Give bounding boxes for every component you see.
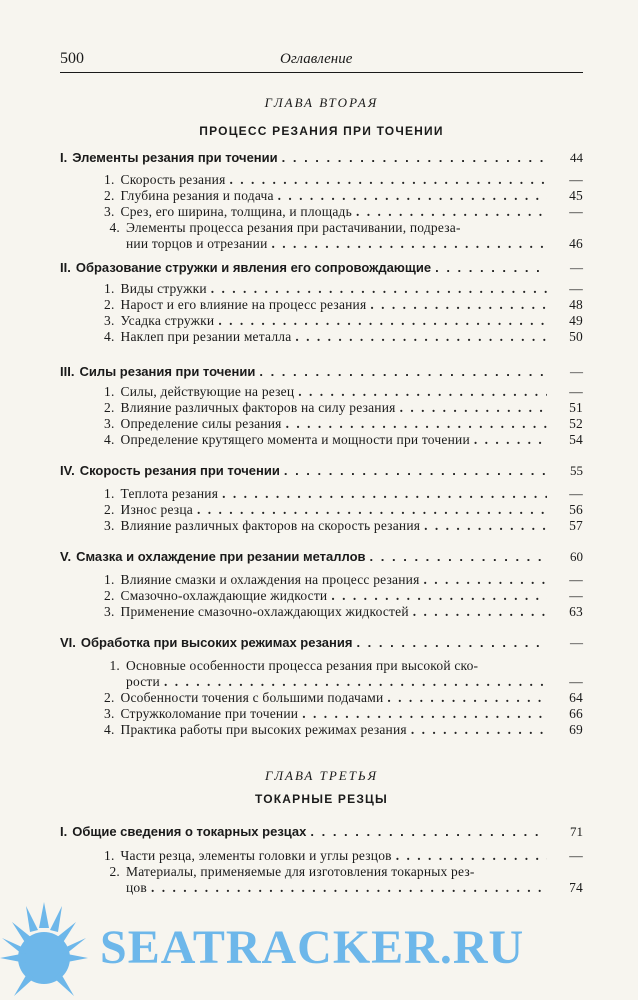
toc-subsection-list xyxy=(104,572,583,620)
page-ref: 57 xyxy=(569,518,583,533)
item-number: 1. xyxy=(104,281,115,296)
section-number: I. xyxy=(60,150,68,165)
dot-leader xyxy=(278,188,547,204)
dot-leader xyxy=(151,880,547,896)
toc-subsection-list xyxy=(104,848,583,896)
section-title: Смазка и охлаждение при резании металлов xyxy=(76,549,366,564)
toc-subsection-list xyxy=(104,281,583,345)
dot-leader xyxy=(387,690,547,706)
item-title: Теплота резания xyxy=(120,486,219,501)
item-number: 2. xyxy=(109,864,120,879)
item-title-continued: рости xyxy=(126,674,160,689)
page-ref: — xyxy=(570,260,583,275)
page-ref: — xyxy=(569,848,583,863)
toc-item-continuation[interactable] xyxy=(104,880,583,896)
dot-leader xyxy=(413,604,547,620)
page-ref: 64 xyxy=(569,690,583,705)
page-ref: — xyxy=(569,674,583,689)
toc-item[interactable] xyxy=(104,220,583,236)
toc-item[interactable] xyxy=(104,281,583,297)
item-number: 2. xyxy=(104,502,115,517)
item-title: Применение смазочно-охлаждающих жидкостей xyxy=(120,604,409,619)
item-number: 2. xyxy=(104,588,115,603)
item-number: 4. xyxy=(109,220,120,235)
page-ref: 46 xyxy=(569,236,583,251)
section-title: Элементы резания при точении xyxy=(72,150,278,165)
dot-leader xyxy=(435,260,547,276)
page-ref: — xyxy=(569,204,583,219)
section-number: III. xyxy=(60,364,75,379)
page-ref: — xyxy=(569,384,583,399)
toc-item[interactable] xyxy=(104,204,583,220)
toc-item[interactable] xyxy=(104,518,583,534)
dot-leader xyxy=(310,824,547,840)
item-number: 2. xyxy=(104,188,115,203)
page-ref: 74 xyxy=(569,880,583,895)
page-header xyxy=(60,50,583,73)
page-ref: 66 xyxy=(569,706,583,721)
section-number: I. xyxy=(60,824,68,839)
item-number: 4. xyxy=(104,432,115,447)
page-ref: 45 xyxy=(569,188,583,203)
dot-leader xyxy=(302,706,547,722)
section-number: VI. xyxy=(60,635,76,650)
item-number: 3. xyxy=(104,706,115,721)
toc-item[interactable] xyxy=(104,486,583,502)
section-title: Силы резания при точении xyxy=(79,364,256,379)
dot-leader xyxy=(230,172,547,188)
section-title: Образование стружки и явления его сопровождающие xyxy=(75,260,432,275)
toc-item[interactable] xyxy=(104,384,583,400)
item-number: 3. xyxy=(104,604,115,619)
item-title: Влияние смазки и охлаждения на процесс резания xyxy=(120,572,420,587)
item-title: Стружколомание при точении xyxy=(120,706,299,721)
dot-leader xyxy=(411,722,547,738)
dot-leader xyxy=(423,572,547,588)
toc-item[interactable] xyxy=(104,188,583,204)
section-number: II. xyxy=(60,260,71,275)
dot-leader xyxy=(370,549,547,565)
page-ref: 52 xyxy=(569,416,583,431)
toc-item[interactable] xyxy=(104,502,583,518)
section-number: IV. xyxy=(60,463,75,478)
page-ref: — xyxy=(569,281,583,296)
item-number: 1. xyxy=(104,848,115,863)
item-title: Срез, его ширина, толщина, и площадь xyxy=(120,204,352,219)
dot-leader xyxy=(298,384,547,400)
dot-leader xyxy=(211,281,547,297)
dot-leader xyxy=(284,463,547,479)
item-title: Глубина резания и подача xyxy=(120,188,274,203)
page-ref: 51 xyxy=(569,400,583,415)
item-title: Влияние различных факторов на скорость резания xyxy=(120,518,421,533)
toc-section[interactable] xyxy=(60,150,583,166)
item-title: Наклеп при резании металла xyxy=(120,329,292,344)
item-title: Износ резца xyxy=(120,502,193,517)
dot-leader xyxy=(222,486,547,502)
toc-item[interactable] xyxy=(104,588,583,604)
dot-leader xyxy=(400,400,547,416)
item-title: Силы, действующие на резец xyxy=(120,384,295,399)
item-number: 1. xyxy=(104,172,115,187)
item-number: 1. xyxy=(104,572,115,587)
dot-leader xyxy=(331,588,547,604)
dot-leader xyxy=(272,236,547,252)
item-number: 1. xyxy=(109,658,120,673)
toc-item[interactable] xyxy=(104,572,583,588)
section-title: Обработка при высоких режимах резания xyxy=(80,635,353,650)
dot-leader xyxy=(197,502,547,518)
item-number: 3. xyxy=(104,204,115,219)
section-number: V. xyxy=(60,549,72,564)
toc-item[interactable] xyxy=(104,432,583,448)
item-title: Влияние различных факторов на силу резания xyxy=(120,400,396,415)
dot-leader xyxy=(424,518,547,534)
toc-item[interactable] xyxy=(104,722,583,738)
item-title: Определение силы резания xyxy=(120,416,282,431)
item-title: Нарост и его влияние на процесс резания xyxy=(120,297,367,312)
toc-section[interactable] xyxy=(60,549,583,565)
chapter-label: ГЛАВА ТРЕТЬЯ xyxy=(265,768,378,783)
item-title: Материалы, применяемые для изготовления токарных рез- xyxy=(126,864,475,879)
toc-subsection-list xyxy=(104,172,583,252)
page-ref: — xyxy=(569,486,583,501)
item-title: Части резца, элементы головки и углы резцов xyxy=(120,848,392,863)
toc-item-continuation[interactable] xyxy=(104,674,583,690)
dot-leader xyxy=(282,150,547,166)
page-number: 500 xyxy=(60,50,84,67)
toc-item-continuation[interactable] xyxy=(104,236,583,252)
item-number: 2. xyxy=(104,400,115,415)
item-title-continued: нии торцов и отрезании xyxy=(126,236,268,251)
page-ref: — xyxy=(569,172,583,187)
page-ref: 60 xyxy=(570,549,583,564)
item-number: 2. xyxy=(104,690,115,705)
toc-item[interactable] xyxy=(104,848,583,864)
chapter-label: ГЛАВА ВТОРАЯ xyxy=(264,95,379,110)
dot-leader xyxy=(164,674,547,690)
item-number: 4. xyxy=(104,329,115,344)
item-title-continued: цов xyxy=(126,880,147,895)
dot-leader xyxy=(286,416,547,432)
toc-section[interactable] xyxy=(60,463,583,479)
item-title: Смазочно-охлаждающие жидкости xyxy=(120,588,328,603)
item-number: 2. xyxy=(104,297,115,312)
toc-item[interactable] xyxy=(104,416,583,432)
page-ref: 55 xyxy=(570,463,583,478)
item-number: 1. xyxy=(104,384,115,399)
dot-leader xyxy=(356,635,547,651)
item-title: Определение крутящего момента и мощности при точении xyxy=(120,432,470,447)
page-ref: 50 xyxy=(569,329,583,344)
dot-leader xyxy=(218,313,547,329)
toc-item[interactable] xyxy=(104,604,583,620)
page-ref: — xyxy=(569,588,583,603)
toc-item[interactable] xyxy=(104,313,583,329)
toc-item[interactable] xyxy=(104,864,583,880)
page-ref: 56 xyxy=(569,502,583,517)
dot-leader xyxy=(295,329,547,345)
page-ref: — xyxy=(570,635,583,650)
item-title: Особенности точения с большими подачами xyxy=(120,690,384,705)
toc-subsection-list xyxy=(104,658,583,738)
item-number: 3. xyxy=(104,518,115,533)
item-title: Практика работы при высоких режимах резания xyxy=(120,722,407,737)
item-number: 1. xyxy=(104,486,115,501)
page-ref: 69 xyxy=(569,722,583,737)
toc-item[interactable] xyxy=(104,172,583,188)
dot-leader xyxy=(396,848,547,864)
running-title: Оглавление xyxy=(280,51,353,67)
page-ref: 63 xyxy=(569,604,583,619)
page-ref: — xyxy=(570,364,583,379)
item-title: Усадка стружки xyxy=(120,313,215,328)
page-ref: 44 xyxy=(570,150,583,165)
toc-subsection-list xyxy=(104,384,583,448)
chapter-title: ТОКАРНЫЕ РЕЗЦЫ xyxy=(255,792,388,806)
watermark-text: SEATRACKER.RU xyxy=(100,921,525,974)
item-number: 3. xyxy=(104,416,115,431)
dot-leader xyxy=(259,364,547,380)
toc-subsection-list xyxy=(104,486,583,534)
item-title: Виды стружки xyxy=(120,281,207,296)
toc-item[interactable] xyxy=(104,706,583,722)
toc-section[interactable] xyxy=(60,364,583,380)
page-ref: 54 xyxy=(569,432,583,447)
item-number: 4. xyxy=(104,722,115,737)
toc-section[interactable] xyxy=(60,260,583,276)
toc-item[interactable] xyxy=(104,400,583,416)
item-title: Основные особенности процесса резания при высокой ско- xyxy=(126,658,479,673)
dot-leader xyxy=(474,432,547,448)
item-title: Скорость резания xyxy=(120,172,226,187)
item-title: Элементы процесса резания при растачивании, подреза- xyxy=(126,220,461,235)
page-ref: 71 xyxy=(570,824,583,839)
toc-item[interactable] xyxy=(104,297,583,313)
item-number: 3. xyxy=(104,313,115,328)
dot-leader xyxy=(356,204,547,220)
toc-item[interactable] xyxy=(104,329,583,345)
section-title: Скорость резания при точении xyxy=(79,463,280,478)
chapter-title: ПРОЦЕСС РЕЗАНИЯ ПРИ ТОЧЕНИИ xyxy=(199,124,444,138)
section-title: Общие сведения о токарных резцах xyxy=(72,824,307,839)
dot-leader xyxy=(370,297,547,313)
page-ref: 48 xyxy=(569,297,583,312)
page-ref: 49 xyxy=(569,313,583,328)
page-ref: — xyxy=(569,572,583,587)
toc-item[interactable] xyxy=(104,690,583,706)
toc-item[interactable] xyxy=(104,658,583,674)
toc-section[interactable] xyxy=(60,635,583,651)
toc-section[interactable] xyxy=(60,824,583,840)
